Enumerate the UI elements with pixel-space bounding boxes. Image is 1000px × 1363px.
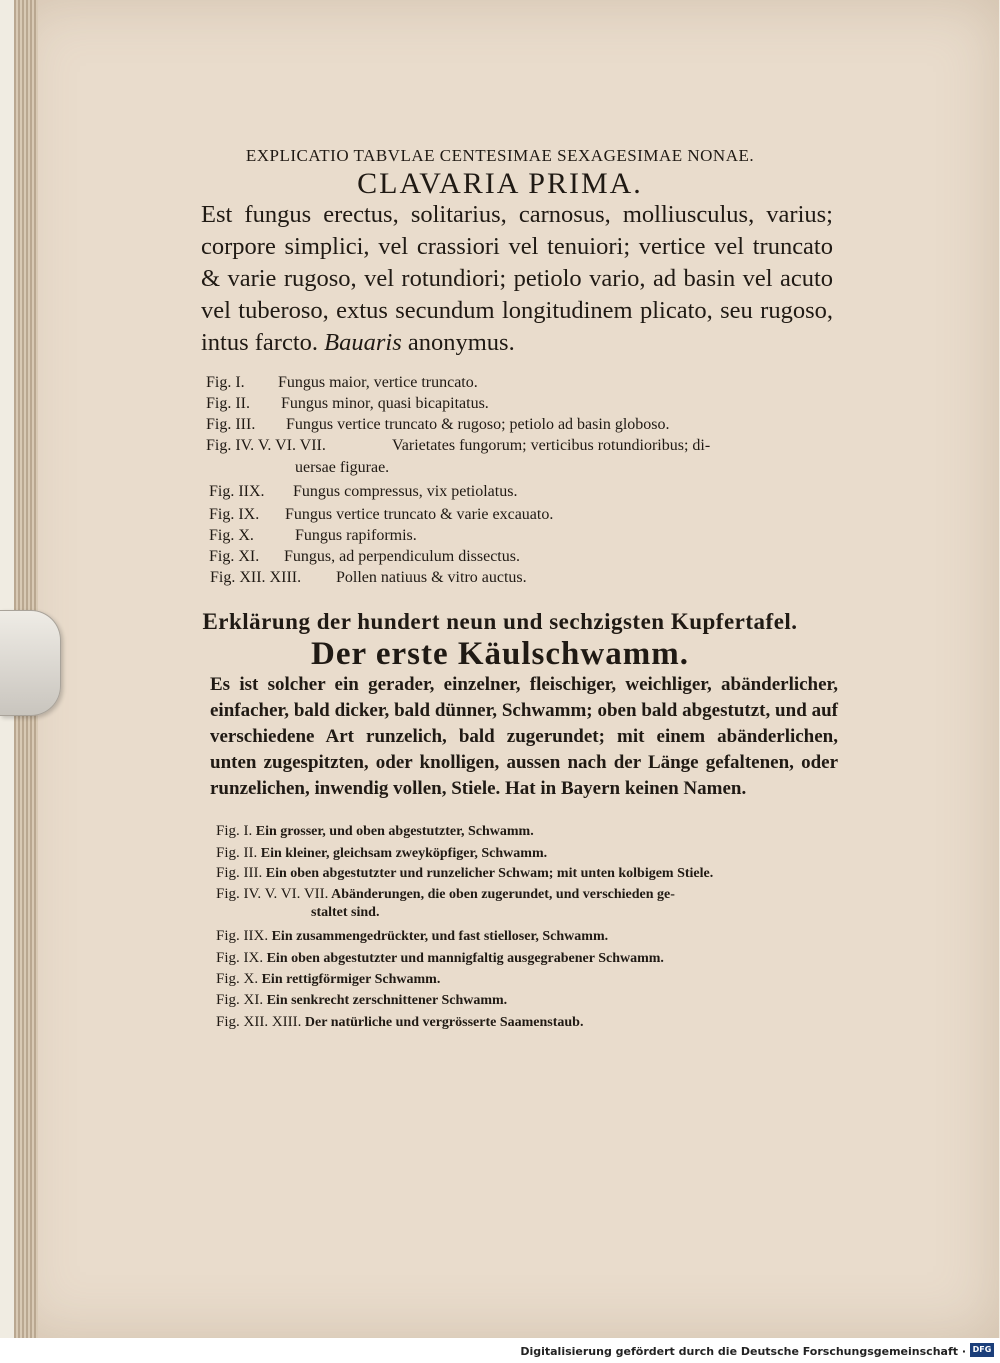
figure-label: Fig. IIX. <box>216 928 269 944</box>
german-figure-4-continuation: staltet sind. <box>311 905 380 920</box>
figure-label: Fig. II. <box>216 845 258 861</box>
figure-label: Fig. XII. XIII. <box>216 1014 302 1030</box>
german-figure-1 <box>216 823 534 840</box>
latin-figure-1 <box>206 374 478 392</box>
dfg-logo-icon: DFG <box>970 1343 994 1357</box>
german-figure-3 <box>216 865 713 882</box>
latin-figure-4-continuation: uersae figurae. <box>295 459 390 476</box>
footer-bar <box>0 1338 1000 1363</box>
figure-label: Fig. IX. <box>209 506 260 523</box>
latin-figure-5 <box>209 483 517 501</box>
latin-figure-6 <box>209 506 553 524</box>
figure-label: Fig. IX. <box>216 950 264 966</box>
figure-text: Ein senkrecht zerschnittener Schwamm. <box>266 993 508 1008</box>
figure-label: Fig. III. <box>216 865 263 881</box>
figure-label: Fig. I. <box>216 823 253 839</box>
figure-text: Fungus vertice truncato & varie excauato. <box>285 506 554 523</box>
figure-label: Fig. II. <box>206 395 250 412</box>
figure-text: Fungus rapiformis. <box>295 527 417 544</box>
figure-label: Fig. XI. <box>216 992 264 1008</box>
figure-label: Fig. X. <box>209 527 254 544</box>
german-figure-2 <box>216 845 547 862</box>
figure-text: Ein grosser, und oben abgestutzter, Schwamm. <box>255 824 534 839</box>
figure-label: Fig. IIX. <box>209 483 265 500</box>
latin-description <box>201 199 833 359</box>
figure-text: Fungus compressus, vix petiolatus. <box>293 483 518 500</box>
figure-label: Fig. XII. XIII. <box>210 569 302 586</box>
figure-text: Ein zusammengedrückter, und fast stielloser, Schwamm. <box>271 929 609 944</box>
figure-text: Ein oben abgestutzter und runzelicher Schwam; mit unten kolbigem Stiele. <box>265 866 714 881</box>
figure-text: Fungus, ad perpendiculum dissectus. <box>284 548 520 565</box>
figure-text: Der natürliche und vergrösserte Saamenstaub. <box>304 1015 584 1030</box>
latin-description-text: Est fungus erectus, solitarius, carnosus, molliusculus, varius; corpore simplici, vel crassiori vel tenuiori; vertice vel truncato & varie rugoso, vel rotundiori; petiolo vario, ad basin vel acuto vel tuberoso, extus secundum longitudinem plicato, seu rugoso, intus farcto. <box>201 201 833 356</box>
figure-text: Fungus maior, vertice truncato. <box>278 374 478 391</box>
german-figure-6 <box>216 950 664 967</box>
latin-figure-9 <box>210 569 527 587</box>
german-figure-9 <box>216 1014 583 1031</box>
figure-label: Fig. IV. V. VI. VII. <box>206 437 326 454</box>
latin-title: CLAVARIA PRIMA. <box>357 167 643 200</box>
figure-label: Fig. I. <box>206 374 245 391</box>
german-figure-7 <box>216 971 440 988</box>
latin-figure-4 <box>206 437 710 455</box>
german-figure-4 <box>216 886 675 903</box>
latin-description-italic: Bauaris <box>324 329 402 356</box>
latin-heading: EXPLICATIO TABVLAE CENTESIMAE SEXAGESIMAE NONAE. <box>245 146 755 165</box>
latin-figure-7 <box>209 527 417 545</box>
figure-text: Fungus minor, quasi bicapitatus. <box>281 395 489 412</box>
figure-label: Fig. XI. <box>209 548 260 565</box>
figure-label: Fig. IV. V. VI. VII. <box>216 886 329 902</box>
german-heading: Erklärung der hundert neun und sechzigsten Kupfertafel. <box>202 609 798 634</box>
latin-description-end: anonymus. <box>407 329 515 356</box>
latin-figure-2 <box>206 395 489 413</box>
footer-credit: Digitalisierung gefördert durch die Deutsche Forschungsgemeinschaft · <box>520 1345 966 1358</box>
figure-text: Abänderungen, die oben zugerundet, und verschieden ge- <box>331 887 675 902</box>
figure-label: Fig. X. <box>216 971 259 987</box>
german-description: Es ist solcher ein gerader, einzelner, fleischiger, weichliger, abänderlicher, einfacher, bald dicker, bald dünner, Schwamm; oben bald abgestutzt, und auf verschiedene Art runzelich, bald zugerundet; mit einem abänderlichen, unten zugespitzten, oder knolligen, aussen nach der Länge gefaltenen, oder runzelichen, inwendig vollen, Stiele. Hat in Bayern keinen Namen. <box>210 674 838 799</box>
german-figure-8 <box>216 992 507 1009</box>
figure-text: Fungus vertice truncato & rugoso; petiolo ad basin globoso. <box>286 416 670 433</box>
figure-text: Pollen natiuus & vitro auctus. <box>336 569 527 586</box>
german-title: Der erste Käulschwamm. <box>311 636 689 672</box>
figure-text: Ein oben abgestutzter und mannigfaltig ausgegrabener Schwamm. <box>266 951 664 966</box>
latin-figure-3 <box>206 416 670 434</box>
figure-text: Ein rettigförmiger Schwamm. <box>261 972 441 987</box>
figure-label: Fig. III. <box>206 416 256 433</box>
latin-figure-8 <box>209 548 520 566</box>
figure-text: Varietates fungorum; verticibus rotundioribus; di- <box>392 437 711 454</box>
german-figure-5 <box>216 928 608 945</box>
figure-text: Ein kleiner, gleichsam zweyköpfiger, Schwamm. <box>260 846 548 861</box>
